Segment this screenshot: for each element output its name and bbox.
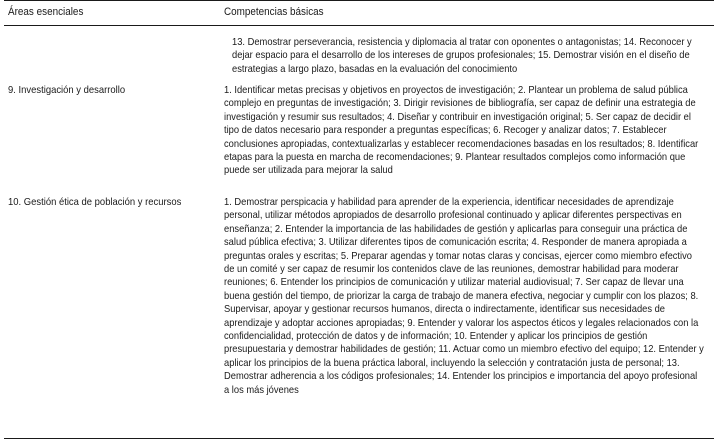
competencies-cell: 1. Demostrar perspicacia y habilidad para aprender de la experiencia, identificar necesidades de aprendizaje personal, utilizar métodos apropiados de desarrollo profesional continuado y aplicar diferentes perspectivas en enseñanza; 2. Entender la importancia de las habilidades de gestión y aplicarlas para conseguir una práctica de salud pública efectiva; 3. Utilizar diferentes tipos de comunicación escrita; 4. Responder de manera apropiada a preguntas orales y escritas; 5. Preparar agendas y tomar notas claras y concisas, ejercer como miembro efectivo de un comité y ser capaz de resumir los contenidos clave de las reuniones, demostrar habilidad para moderar reuniones; 6. Entender los principios de comunicación y utilizar material audiovisual; 7. Ser capaz de llevar una buena gestión del tiempo, de priorizar la carga de trabajo de manera efectiva, negociar y cumplir con los plazos; 8. Supervisar, apoyar y gestionar recursos humanos, directa o indirectamente, identificar sus necesidades de aprendizaje y adoptar acciones apropiadas; 9. Entender y valorar los aspectos éticos y legales relacionados con la confidencialidad, protección de datos y de información; 10. Entender y aplicar los principios de gestión presupuestaria y demostrar habilidades de gestión; 11. Actuar como un miembro efectivo del equipo; 12. Entender y aplicar los principios de la buena práctica laboral, incluyendo la selección y contratación justa de personal; 13. Demostrar adherencia a los códigos profesionales; 14. Entender los principios e importancia del apoyo profesional a los más jóvenes	[224, 196, 704, 396]
competencies-cell: 13. Demostrar perseverancia, resistencia y diplomacia al tratar con oponentes o antagonistas; 14. Reconocer y dejar espacio para el desarrollo de los intereses de grupos profesionales; 15. Demostrar visión en el diseño de estrategias a largo plazo, basadas en la evaluación del conocimiento	[232, 36, 692, 75]
table-bottom-rule	[4, 438, 714, 439]
area-cell: 10. Gestión ética de población y recursos	[8, 196, 182, 208]
header-competencies: Competencias básicas	[224, 6, 324, 18]
competencies-cell: 1. Identificar metas precisas y objetivos en proyectos de investigación; 2. Plantear un problema de salud pública complejo en preguntas de investigación; 3. Dirigir revisiones de bibliografía, ser capaz de definir una estrategia de investigación y resumir sus resultados; 4. Diseñar y contribuir en investigación original; 5. Ser capaz de decidir el tipo de datos necesario para responder a preguntas específicas; 6. Recoger y analizar datos; 7. Establecer conclusiones apropiadas, contextualizarlas y establecer recomendaciones basadas en los resultados; 8. Identificar etapas para la puesta en marcha de recomendaciones; 9. Plantear resultados complejos como información que puede ser utilizada para mejorar la salud	[224, 84, 699, 177]
header-areas: Áreas esenciales	[8, 6, 84, 18]
table-top-rule	[4, 0, 714, 1]
area-cell: 9. Investigación y desarrollo	[8, 84, 126, 96]
header-rule	[4, 25, 714, 26]
